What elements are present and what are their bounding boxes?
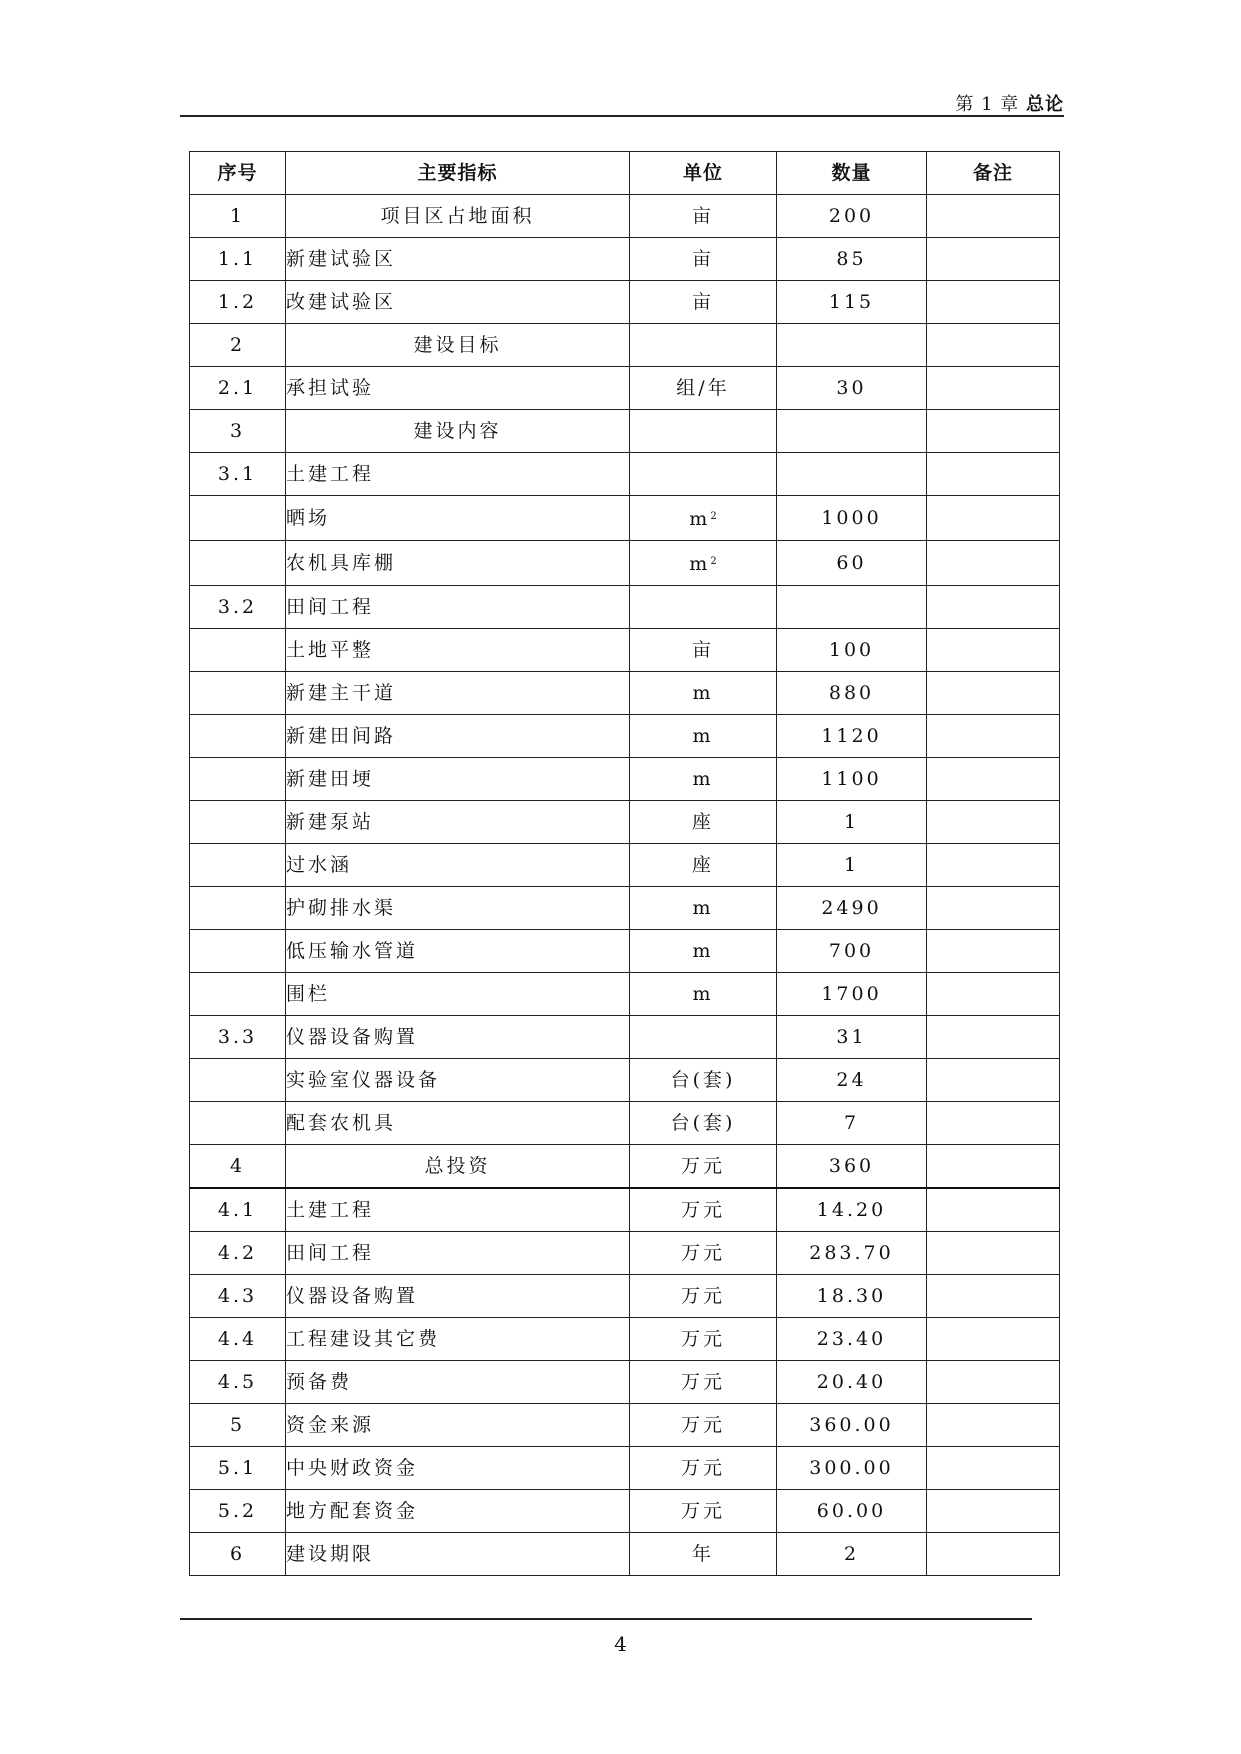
cell-unit [630, 238, 777, 281]
cell-note [927, 801, 1060, 844]
cell-no [190, 496, 286, 541]
cell-note [927, 1447, 1060, 1490]
cell-no: 4.3 [190, 1275, 286, 1318]
header-qty: 数量 [777, 152, 927, 195]
cell-item: 新建主干道 [286, 672, 630, 715]
cell-no: 4.2 [190, 1232, 286, 1275]
table-row [190, 1059, 1060, 1102]
table-row [190, 1102, 1060, 1145]
table-row [190, 410, 1060, 453]
cell-note [927, 238, 1060, 281]
page-number: 4 [614, 1632, 627, 1656]
cell-qty: 31 [777, 1016, 927, 1059]
cell-qty: 85 [777, 238, 927, 281]
cell-note [927, 1145, 1060, 1189]
unit-text: m [692, 768, 714, 790]
cell-note [927, 887, 1060, 930]
cell-qty: 1 [777, 844, 927, 887]
cell-note [927, 973, 1060, 1016]
unit-text: m [692, 897, 714, 919]
cell-note [927, 586, 1060, 629]
cell-unit [630, 367, 777, 410]
unit-text: 万元 [680, 1371, 725, 1393]
cell-qty: 14.20 [777, 1188, 927, 1232]
cell-note [927, 1016, 1060, 1059]
cell-item: 仪器设备购置 [286, 1016, 630, 1059]
cell-no: 3.3 [190, 1016, 286, 1059]
table-body [190, 195, 1060, 1576]
header-note: 备注 [927, 152, 1060, 195]
cell-qty: 7 [777, 1102, 927, 1145]
cell-item: 护砌排水渠 [286, 887, 630, 930]
cell-no [190, 672, 286, 715]
cell-unit [630, 453, 777, 496]
table-row [190, 496, 1060, 541]
cell-note [927, 410, 1060, 453]
cell-no [190, 844, 286, 887]
cell-qty: 20.40 [777, 1361, 927, 1404]
table-row [190, 629, 1060, 672]
table-row [190, 1490, 1060, 1533]
unit-text: 亩 [691, 248, 714, 270]
cell-qty: 1120 [777, 715, 927, 758]
cell-unit [630, 1102, 777, 1145]
cell-item: 实验室仪器设备 [286, 1059, 630, 1102]
table-row [190, 324, 1060, 367]
cell-unit [630, 801, 777, 844]
cell-unit [630, 1318, 777, 1361]
table-row [190, 672, 1060, 715]
unit-text: m [689, 508, 711, 530]
cell-note [927, 541, 1060, 586]
table-row [190, 930, 1060, 973]
unit-text: 万元 [680, 1155, 725, 1177]
cell-item: 中央财政资金 [286, 1447, 630, 1490]
cell-item: 工程建设其它费 [286, 1318, 630, 1361]
unit-text: 万元 [680, 1285, 725, 1307]
cell-unit [630, 1361, 777, 1404]
cell-note [927, 1232, 1060, 1275]
cell-note [927, 1490, 1060, 1533]
chapter-label: 第 1 章 [955, 94, 1020, 115]
cell-no [190, 801, 286, 844]
unit-text: 座 [691, 854, 714, 876]
cell-qty: 300.00 [777, 1447, 927, 1490]
cell-unit [630, 844, 777, 887]
cell-item: 仪器设备购置 [286, 1275, 630, 1318]
cell-unit [630, 1275, 777, 1318]
cell-qty: 100 [777, 629, 927, 672]
cell-note [927, 324, 1060, 367]
cell-no: 5.2 [190, 1490, 286, 1533]
cell-item: 预备费 [286, 1361, 630, 1404]
cell-item: 新建田间路 [286, 715, 630, 758]
cell-note [927, 1059, 1060, 1102]
cell-qty [777, 453, 927, 496]
cell-unit [630, 973, 777, 1016]
cell-note [927, 629, 1060, 672]
table-row [190, 887, 1060, 930]
cell-note [927, 1361, 1060, 1404]
chapter-title: 总论 [1026, 94, 1064, 115]
cell-qty: 880 [777, 672, 927, 715]
cell-no: 4 [190, 1145, 286, 1189]
unit-text: 万元 [680, 1457, 725, 1479]
cell-no: 2.1 [190, 367, 286, 410]
cell-qty: 2 [777, 1533, 927, 1576]
cell-unit [630, 1447, 777, 1490]
cell-note [927, 844, 1060, 887]
unit-text: 台(套) [670, 1069, 736, 1091]
running-header [955, 90, 1064, 116]
cell-note [927, 1102, 1060, 1145]
table-row [190, 541, 1060, 586]
cell-qty: 60 [777, 541, 927, 586]
table-row [190, 1361, 1060, 1404]
cell-unit [630, 281, 777, 324]
cell-no [190, 1059, 286, 1102]
table-row [190, 1404, 1060, 1447]
header-no: 序号 [190, 152, 286, 195]
cell-item: 农机具库棚 [286, 541, 630, 586]
cell-unit [630, 629, 777, 672]
cell-note [927, 453, 1060, 496]
table-header-row [190, 152, 1060, 195]
header-item: 主要指标 [286, 152, 630, 195]
cell-qty: 2490 [777, 887, 927, 930]
cell-unit [630, 1490, 777, 1533]
cell-unit [630, 496, 777, 541]
cell-unit [630, 1404, 777, 1447]
cell-qty: 1000 [777, 496, 927, 541]
cell-no: 5 [190, 1404, 286, 1447]
unit-text: m [692, 940, 714, 962]
cell-qty: 1 [777, 801, 927, 844]
cell-item: 总投资 [286, 1145, 630, 1189]
cell-no: 3.2 [190, 586, 286, 629]
cell-item: 资金来源 [286, 1404, 630, 1447]
footer-rule [180, 1618, 1032, 1620]
cell-note [927, 1533, 1060, 1576]
unit-text: 万元 [680, 1242, 725, 1264]
table-row [190, 367, 1060, 410]
unit-text: 万元 [680, 1414, 725, 1436]
cell-no: 3 [190, 410, 286, 453]
cell-item: 承担试验 [286, 367, 630, 410]
cell-item: 建设内容 [286, 410, 630, 453]
table-row [190, 844, 1060, 887]
cell-qty [777, 324, 927, 367]
cell-no: 4.5 [190, 1361, 286, 1404]
cell-unit [630, 887, 777, 930]
table-row [190, 195, 1060, 238]
cell-note [927, 281, 1060, 324]
cell-qty: 360.00 [777, 1404, 927, 1447]
table-row [190, 281, 1060, 324]
cell-item: 新建田埂 [286, 758, 630, 801]
cell-note [927, 672, 1060, 715]
cell-item: 过水涵 [286, 844, 630, 887]
cell-item: 项目区占地面积 [286, 195, 630, 238]
unit-text: 万元 [680, 1500, 725, 1522]
unit-text: m [692, 725, 714, 747]
cell-qty: 1700 [777, 973, 927, 1016]
unit-text: m [689, 553, 711, 575]
cell-unit [630, 758, 777, 801]
unit-text: 万元 [680, 1199, 725, 1221]
unit-text: 台(套) [670, 1112, 736, 1134]
cell-no [190, 973, 286, 1016]
cell-item: 土地平整 [286, 629, 630, 672]
cell-qty [777, 586, 927, 629]
table-row [190, 1533, 1060, 1576]
cell-item: 新建泵站 [286, 801, 630, 844]
cell-item: 田间工程 [286, 586, 630, 629]
cell-item: 土建工程 [286, 1188, 630, 1232]
unit-text: m [692, 682, 714, 704]
cell-qty: 360 [777, 1145, 927, 1189]
cell-unit [630, 1145, 777, 1189]
cell-unit [630, 1188, 777, 1232]
cell-no [190, 541, 286, 586]
cell-unit [630, 672, 777, 715]
cell-no: 3.1 [190, 453, 286, 496]
cell-qty: 1100 [777, 758, 927, 801]
cell-no: 4.1 [190, 1188, 286, 1232]
cell-unit [630, 1232, 777, 1275]
table-row [190, 453, 1060, 496]
cell-qty [777, 410, 927, 453]
page-header [180, 80, 1064, 117]
cell-qty: 24 [777, 1059, 927, 1102]
cell-unit [630, 195, 777, 238]
cell-note [927, 1188, 1060, 1232]
unit-superscript: 2 [710, 511, 717, 522]
unit-text: 亩 [691, 639, 714, 661]
table-row [190, 586, 1060, 629]
cell-item: 建设期限 [286, 1533, 630, 1576]
cell-no: 1.1 [190, 238, 286, 281]
cell-note [927, 930, 1060, 973]
cell-note [927, 1275, 1060, 1318]
cell-qty: 18.30 [777, 1275, 927, 1318]
cell-no [190, 887, 286, 930]
cell-no: 4.4 [190, 1318, 286, 1361]
cell-no [190, 930, 286, 973]
table-row [190, 973, 1060, 1016]
cell-unit [630, 324, 777, 367]
table-row [190, 1016, 1060, 1059]
cell-unit [630, 715, 777, 758]
cell-note [927, 715, 1060, 758]
unit-text: 亩 [691, 205, 714, 227]
cell-item: 地方配套资金 [286, 1490, 630, 1533]
cell-unit [630, 586, 777, 629]
cell-item: 建设目标 [286, 324, 630, 367]
table-row [190, 1447, 1060, 1490]
cell-item: 配套农机具 [286, 1102, 630, 1145]
cell-item: 改建试验区 [286, 281, 630, 324]
cell-no: 6 [190, 1533, 286, 1576]
cell-note [927, 758, 1060, 801]
cell-no: 5.1 [190, 1447, 286, 1490]
cell-unit [630, 1016, 777, 1059]
unit-text: 年 [691, 1543, 714, 1565]
cell-no: 2 [190, 324, 286, 367]
unit-text: 亩 [691, 291, 714, 313]
header-unit: 单位 [630, 152, 777, 195]
unit-text: m [692, 983, 714, 1005]
cell-qty: 30 [777, 367, 927, 410]
cell-unit [630, 410, 777, 453]
indicators-table [189, 151, 1060, 1576]
cell-qty: 60.00 [777, 1490, 927, 1533]
table-row [190, 1318, 1060, 1361]
unit-text: 座 [691, 811, 714, 833]
cell-unit [630, 541, 777, 586]
cell-item: 土建工程 [286, 453, 630, 496]
cell-unit [630, 1533, 777, 1576]
table-row [190, 801, 1060, 844]
cell-item: 新建试验区 [286, 238, 630, 281]
cell-note [927, 367, 1060, 410]
cell-no: 1.2 [190, 281, 286, 324]
unit-superscript: 2 [710, 556, 717, 567]
table-row [190, 1145, 1060, 1189]
cell-note [927, 1404, 1060, 1447]
cell-unit [630, 930, 777, 973]
cell-note [927, 1318, 1060, 1361]
cell-qty: 200 [777, 195, 927, 238]
cell-unit [630, 1059, 777, 1102]
table-row [190, 715, 1060, 758]
table-row [190, 758, 1060, 801]
cell-no [190, 758, 286, 801]
table-row [190, 238, 1060, 281]
cell-no: 1 [190, 195, 286, 238]
cell-item: 围栏 [286, 973, 630, 1016]
cell-item: 晒场 [286, 496, 630, 541]
cell-no [190, 715, 286, 758]
unit-text: 万元 [680, 1328, 725, 1350]
cell-note [927, 195, 1060, 238]
cell-no [190, 629, 286, 672]
cell-item: 田间工程 [286, 1232, 630, 1275]
cell-no [190, 1102, 286, 1145]
unit-text: 组/年 [676, 377, 730, 399]
cell-qty: 23.40 [777, 1318, 927, 1361]
cell-qty: 700 [777, 930, 927, 973]
cell-item: 低压输水管道 [286, 930, 630, 973]
table-row [190, 1188, 1060, 1232]
cell-qty: 283.70 [777, 1232, 927, 1275]
cell-note [927, 496, 1060, 541]
table-row [190, 1232, 1060, 1275]
cell-qty: 115 [777, 281, 927, 324]
table-row [190, 1275, 1060, 1318]
